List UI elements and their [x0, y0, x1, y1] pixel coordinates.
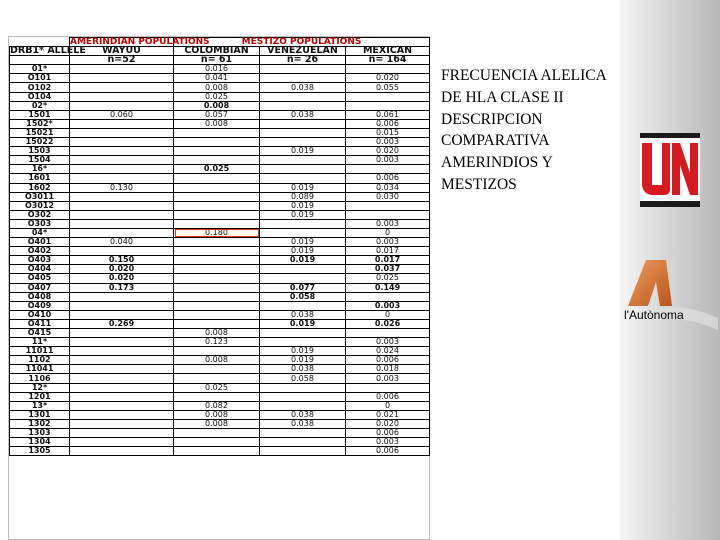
cell-mexican: 0.006 — [346, 174, 430, 183]
cell-mexican — [346, 92, 430, 101]
cell-mexican: 0.025 — [346, 274, 430, 283]
sample-size-wayuu: n=52 — [70, 56, 174, 65]
cell-allele: 1303 — [10, 429, 70, 438]
amerindian-group-header: AMERINDIAN POPULATIONS — [70, 37, 210, 48]
cell-colombian — [174, 392, 260, 401]
cell-mexican — [346, 201, 430, 210]
cell-colombian — [174, 429, 260, 438]
cell-colombian — [174, 128, 260, 137]
cell-mexican: 0 — [346, 401, 430, 410]
table-row — [10, 374, 430, 383]
table-row — [10, 419, 430, 428]
cell-mexican: 0.006 — [346, 392, 430, 401]
cell-allele: O415 — [10, 329, 70, 338]
table-row — [10, 292, 430, 301]
cell-mexican: 0.015 — [346, 128, 430, 137]
cell-venezuelan: 0.038 — [260, 410, 346, 419]
cell-allele: 1504 — [10, 156, 70, 165]
cell-allele: 16* — [10, 165, 70, 174]
cell-venezuelan: 0.038 — [260, 110, 346, 119]
cell-venezuelan: 0.038 — [260, 310, 346, 319]
table-row — [10, 128, 430, 137]
cell-colombian: 0.008 — [174, 83, 260, 92]
cell-mexican: 0.006 — [346, 356, 430, 365]
cell-allele: 1501 — [10, 110, 70, 119]
col-header-venezuelan: VENEZUELAN — [260, 47, 346, 56]
cell-allele: 15021 — [10, 128, 70, 137]
cell-allele: O411 — [10, 319, 70, 328]
cell-wayuu — [70, 101, 174, 110]
table-row — [10, 265, 430, 274]
mestizo-group-header: MESTIZO POPULATIONS — [174, 38, 430, 47]
cell-wayuu — [70, 429, 174, 438]
cell-allele: O302 — [10, 210, 70, 219]
autonoma-a-mark — [628, 260, 672, 306]
table-row — [10, 401, 430, 410]
cell-venezuelan — [260, 265, 346, 274]
col-header-wayuu: WAYUU — [70, 47, 174, 56]
cell-allele: 1106 — [10, 374, 70, 383]
table-row — [10, 247, 430, 256]
cell-colombian — [174, 438, 260, 447]
cell-mexican: 0.020 — [346, 147, 430, 156]
cell-venezuelan: 0.038 — [260, 365, 346, 374]
cell-allele: O303 — [10, 219, 70, 228]
table-row — [10, 365, 430, 374]
cell-mexican: 0.026 — [346, 319, 430, 328]
cell-venezuelan — [260, 447, 346, 456]
cell-wayuu — [70, 156, 174, 165]
table-row — [10, 201, 430, 210]
cell-mexican: 0.017 — [346, 247, 430, 256]
table-body — [10, 65, 430, 456]
cell-allele: O410 — [10, 310, 70, 319]
cell-mexican: 0.003 — [346, 156, 430, 165]
cell-venezuelan — [260, 156, 346, 165]
cell-allele: O407 — [10, 283, 70, 292]
cell-wayuu — [70, 138, 174, 147]
cell-venezuelan: 0.019 — [260, 256, 346, 265]
cell-wayuu — [70, 447, 174, 456]
cell-wayuu: 0.020 — [70, 265, 174, 274]
table-row — [10, 192, 430, 201]
table-row — [10, 183, 430, 192]
cell-colombian — [174, 265, 260, 274]
cell-colombian: 0.016 — [174, 65, 260, 74]
cell-wayuu — [70, 383, 174, 392]
table-row — [10, 283, 430, 292]
cell-mexican — [346, 210, 430, 219]
cell-allele: O401 — [10, 238, 70, 247]
cell-colombian — [174, 147, 260, 156]
table-row — [10, 228, 430, 237]
table-row — [10, 83, 430, 92]
un-logo-top-bar — [640, 133, 700, 138]
cell-allele: O405 — [10, 274, 70, 283]
cell-venezuelan — [260, 92, 346, 101]
cell-allele: 1503 — [10, 147, 70, 156]
cell-wayuu — [70, 329, 174, 338]
cell-wayuu — [70, 356, 174, 365]
un-logo-bottom-bar — [640, 201, 700, 207]
cell-wayuu — [70, 292, 174, 301]
cell-mexican: 0.149 — [346, 283, 430, 292]
cell-wayuu: 0.130 — [70, 183, 174, 192]
col-header-colombian: COLOMBIAN — [174, 47, 260, 56]
cell-colombian — [174, 301, 260, 310]
cell-allele: 01* — [10, 65, 70, 74]
cell-wayuu — [70, 192, 174, 201]
cell-venezuelan — [260, 65, 346, 74]
cell-venezuelan: 0.019 — [260, 147, 346, 156]
un-logo — [640, 133, 700, 207]
cell-colombian — [174, 201, 260, 210]
cell-mexican: 0.003 — [346, 138, 430, 147]
table-row — [10, 92, 430, 101]
cell-colombian — [174, 238, 260, 247]
cell-colombian — [174, 192, 260, 201]
cell-venezuelan: 0.019 — [260, 183, 346, 192]
cell-mexican: 0.003 — [346, 301, 430, 310]
cell-colombian: 0.008 — [174, 356, 260, 365]
slide-title: FRECUENCIA ALELICA DE HLA CLASE II DESCRIPCION COMPARATIVA AMERINDIOS Y MESTIZOS — [441, 67, 606, 193]
cell-mexican: 0.003 — [346, 438, 430, 447]
cell-allele: 1102 — [10, 356, 70, 365]
cell-venezuelan: 0.019 — [260, 201, 346, 210]
cell-mexican: 0.003 — [346, 374, 430, 383]
cell-allele: 1301 — [10, 410, 70, 419]
cell-mexican: 0.061 — [346, 110, 430, 119]
cell-mexican — [346, 383, 430, 392]
cell-colombian: 0.041 — [174, 74, 260, 83]
table-row — [10, 392, 430, 401]
cell-wayuu — [70, 347, 174, 356]
cell-mexican: 0.006 — [346, 447, 430, 456]
table-row — [10, 429, 430, 438]
cell-wayuu — [70, 419, 174, 428]
sample-size-colombian: n= 61 — [174, 56, 260, 65]
cell-wayuu — [70, 301, 174, 310]
cell-allele: O102 — [10, 83, 70, 92]
cell-venezuelan — [260, 438, 346, 447]
sample-size-venezuelan: n= 26 — [260, 56, 346, 65]
table-row — [10, 301, 430, 310]
cell-allele: 1305 — [10, 447, 70, 456]
cell-mexican: 0.055 — [346, 83, 430, 92]
table-row — [10, 338, 430, 347]
cell-wayuu — [70, 174, 174, 183]
cell-wayuu — [70, 147, 174, 156]
cell-mexican: 0.037 — [346, 265, 430, 274]
cell-wayuu — [70, 219, 174, 228]
cell-allele: 13* — [10, 401, 70, 410]
table-row — [10, 138, 430, 147]
cell-colombian: 0.180 — [174, 228, 260, 237]
cell-allele: O101 — [10, 74, 70, 83]
cell-venezuelan: 0.038 — [260, 83, 346, 92]
cell-venezuelan — [260, 74, 346, 83]
table-row — [10, 147, 430, 156]
cell-allele: O403 — [10, 256, 70, 265]
cell-allele: O409 — [10, 301, 70, 310]
cell-colombian: 0.008 — [174, 410, 260, 419]
cell-venezuelan: 0.019 — [260, 356, 346, 365]
col-header-allele: DRB1* ALLELE — [10, 45, 86, 57]
cell-mexican: 0.003 — [346, 238, 430, 247]
cell-mexican: 0.006 — [346, 429, 430, 438]
cell-venezuelan: 0.089 — [260, 192, 346, 201]
cell-venezuelan — [260, 174, 346, 183]
cell-wayuu — [70, 374, 174, 383]
cell-allele: 12* — [10, 383, 70, 392]
cell-wayuu — [70, 128, 174, 137]
cell-wayuu — [70, 392, 174, 401]
sample-size-mexican: n= 164 — [346, 56, 430, 65]
table-row — [10, 110, 430, 119]
cell-mexican: 0 — [346, 310, 430, 319]
cell-mexican: 0.024 — [346, 347, 430, 356]
cell-venezuelan — [260, 383, 346, 392]
cell-venezuelan: 0.077 — [260, 283, 346, 292]
cell-venezuelan: 0.019 — [260, 210, 346, 219]
cell-wayuu: 0.040 — [70, 238, 174, 247]
autonoma-logo-label: l'Autònoma — [624, 308, 684, 322]
cell-colombian — [174, 274, 260, 283]
cell-wayuu — [70, 65, 174, 74]
cell-colombian — [174, 138, 260, 147]
cell-venezuelan — [260, 219, 346, 228]
cell-venezuelan — [260, 128, 346, 137]
cell-venezuelan: 0.019 — [260, 319, 346, 328]
cell-allele: 1302 — [10, 419, 70, 428]
cell-wayuu — [70, 365, 174, 374]
cell-wayuu — [70, 401, 174, 410]
table-row — [10, 438, 430, 447]
cell-allele: O3011 — [10, 192, 70, 201]
cell-wayuu — [70, 410, 174, 419]
cell-venezuelan — [260, 392, 346, 401]
cell-allele: 11011 — [10, 347, 70, 356]
cell-wayuu: 0.150 — [70, 256, 174, 265]
table-row — [10, 174, 430, 183]
cell-mexican: 0.006 — [346, 119, 430, 128]
cell-allele: O404 — [10, 265, 70, 274]
table-row — [10, 447, 430, 456]
table-row — [10, 256, 430, 265]
cell-venezuelan — [260, 429, 346, 438]
cell-colombian: 0.025 — [174, 165, 260, 174]
cell-allele: 1201 — [10, 392, 70, 401]
cell-allele: 04* — [10, 228, 70, 237]
cell-wayuu — [70, 338, 174, 347]
table-row — [10, 165, 430, 174]
cell-allele: 1502* — [10, 119, 70, 128]
cell-allele: O408 — [10, 292, 70, 301]
table-row — [10, 210, 430, 219]
cell-wayuu: 0.060 — [70, 110, 174, 119]
cell-colombian: 0.025 — [174, 92, 260, 101]
table-row — [10, 74, 430, 83]
cell-colombian: 0.025 — [174, 383, 260, 392]
cell-mexican: 0.017 — [346, 256, 430, 265]
table-row — [10, 101, 430, 110]
cell-allele: O3012 — [10, 201, 70, 210]
cell-wayuu — [70, 438, 174, 447]
cell-colombian — [174, 174, 260, 183]
cell-colombian: 0.008 — [174, 419, 260, 428]
cell-colombian: 0.008 — [174, 119, 260, 128]
cell-colombian — [174, 292, 260, 301]
cell-mexican: 0.020 — [346, 74, 430, 83]
cell-mexican: 0.021 — [346, 410, 430, 419]
cell-colombian — [174, 247, 260, 256]
cell-mexican: 0.018 — [346, 365, 430, 374]
autonoma-logo — [622, 258, 720, 350]
cell-venezuelan — [260, 301, 346, 310]
cell-wayuu — [70, 83, 174, 92]
cell-wayuu — [70, 92, 174, 101]
cell-colombian — [174, 310, 260, 319]
cell-mexican: 0.030 — [346, 192, 430, 201]
cell-mexican: 0.020 — [346, 419, 430, 428]
cell-wayuu: 0.173 — [70, 283, 174, 292]
cell-colombian — [174, 256, 260, 265]
cell-allele: 1602 — [10, 183, 70, 192]
cell-allele: O402 — [10, 247, 70, 256]
cell-colombian — [174, 365, 260, 374]
cell-colombian: 0.123 — [174, 338, 260, 347]
cell-colombian: 0.082 — [174, 401, 260, 410]
cell-colombian: 0.057 — [174, 110, 260, 119]
cell-mexican: 0 — [346, 228, 430, 237]
cell-allele: 1304 — [10, 438, 70, 447]
table-row — [10, 356, 430, 365]
table-row — [10, 310, 430, 319]
cell-venezuelan — [260, 274, 346, 283]
cell-colombian — [174, 183, 260, 192]
cell-mexican: 0.003 — [346, 219, 430, 228]
allele-frequency-table — [8, 36, 430, 540]
col-header-mexican: MEXICAN — [346, 47, 430, 56]
cell-venezuelan — [260, 329, 346, 338]
cell-mexican — [346, 101, 430, 110]
cell-wayuu — [70, 210, 174, 219]
cell-venezuelan — [260, 101, 346, 110]
cell-mexican — [346, 292, 430, 301]
cell-venezuelan: 0.019 — [260, 247, 346, 256]
cell-mexican: 0.003 — [346, 338, 430, 347]
cell-venezuelan: 0.058 — [260, 374, 346, 383]
table-row — [10, 274, 430, 283]
cell-wayuu — [70, 119, 174, 128]
cell-allele: 15022 — [10, 138, 70, 147]
cell-wayuu — [70, 201, 174, 210]
cell-wayuu — [70, 165, 174, 174]
cell-wayuu: 0.269 — [70, 319, 174, 328]
cell-colombian — [174, 374, 260, 383]
cell-venezuelan — [260, 119, 346, 128]
cell-allele: 11* — [10, 338, 70, 347]
cell-venezuelan: 0.038 — [260, 419, 346, 428]
cell-venezuelan: 0.019 — [260, 238, 346, 247]
cell-allele: O104 — [10, 92, 70, 101]
cell-colombian — [174, 283, 260, 292]
cell-colombian: 0.008 — [174, 329, 260, 338]
cell-venezuelan: 0.058 — [260, 292, 346, 301]
cell-venezuelan: 0.019 — [260, 347, 346, 356]
cell-allele: 11041 — [10, 365, 70, 374]
cell-wayuu — [70, 74, 174, 83]
table-row — [10, 383, 430, 392]
cell-colombian — [174, 447, 260, 456]
cell-venezuelan — [260, 401, 346, 410]
cell-allele: 02* — [10, 101, 70, 110]
table-row — [10, 238, 430, 247]
cell-allele: 1601 — [10, 174, 70, 183]
cell-mexican: 0.034 — [346, 183, 430, 192]
cell-venezuelan — [260, 165, 346, 174]
cell-colombian — [174, 210, 260, 219]
cell-colombian: 0.008 — [174, 101, 260, 110]
cell-wayuu: 0.020 — [70, 274, 174, 283]
table-row — [10, 119, 430, 128]
